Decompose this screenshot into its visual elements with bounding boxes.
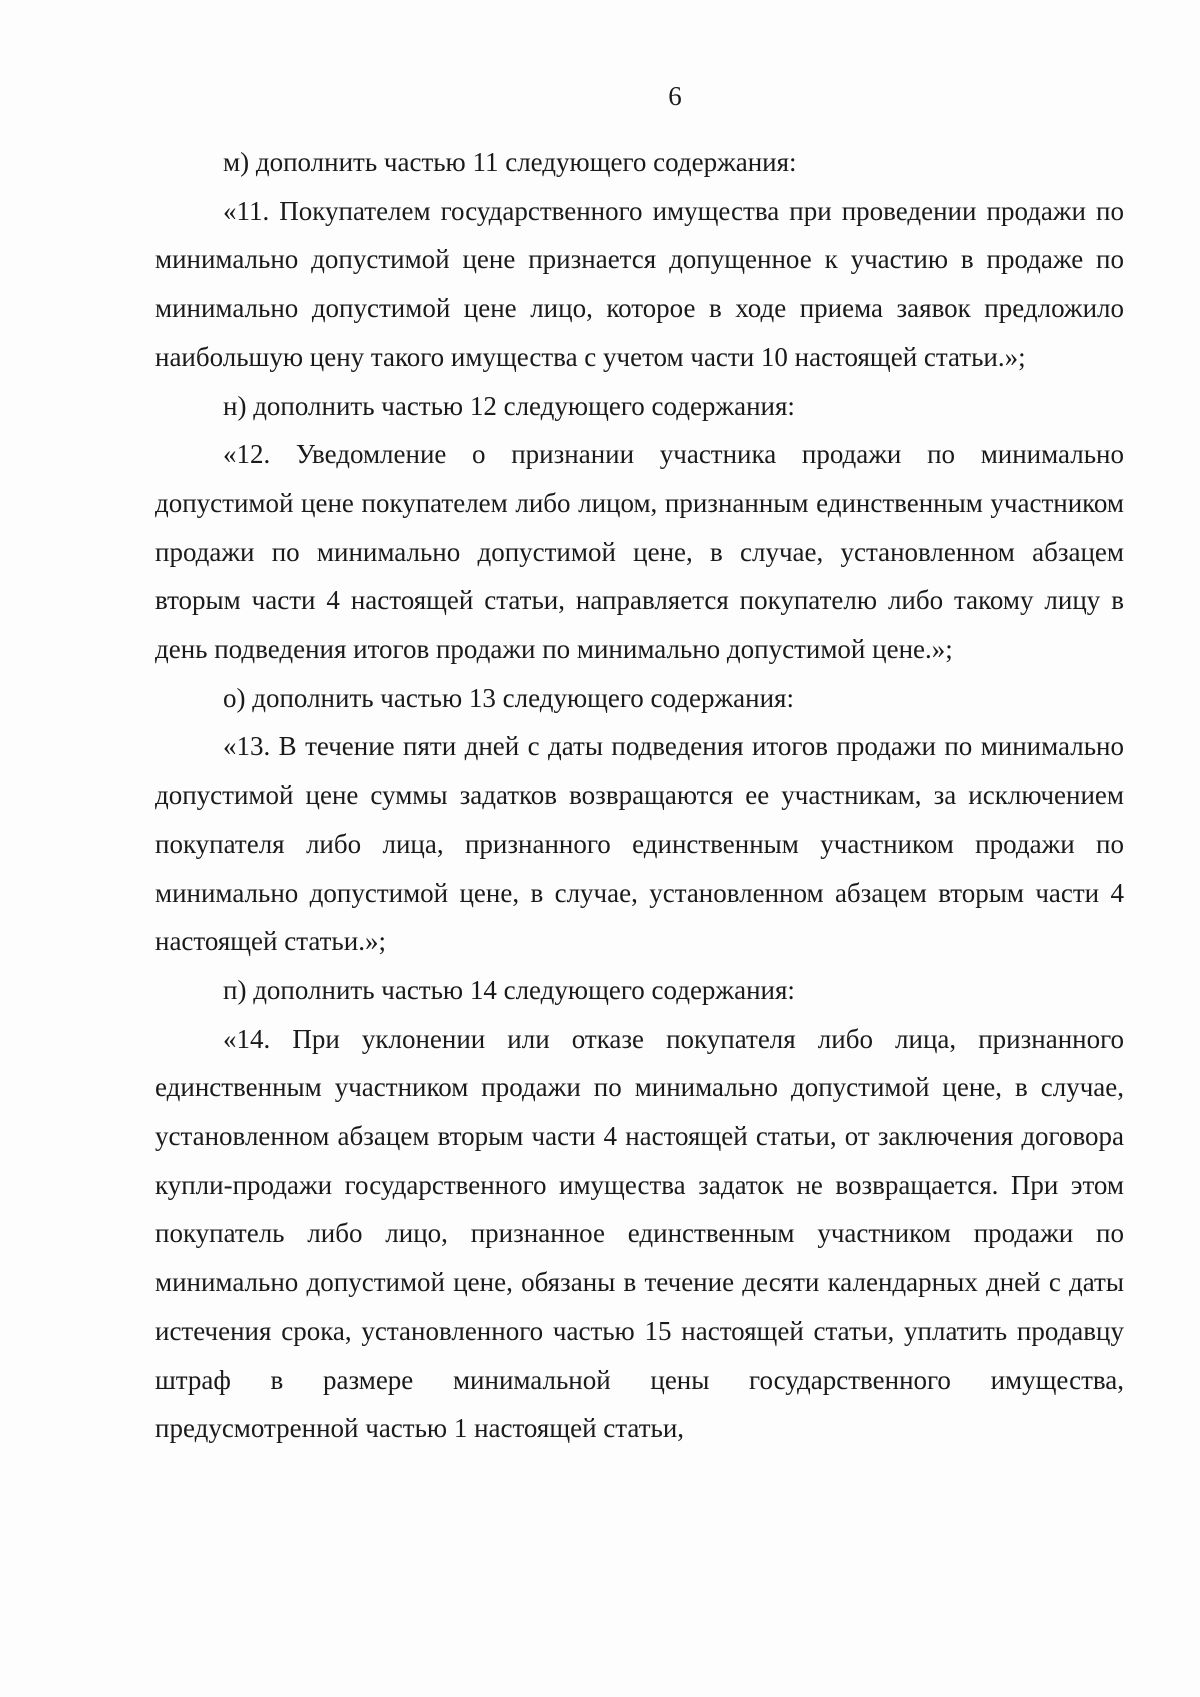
paragraph-n-body: «12. Уведомление о признании участника продажи по минимально допустимой цене покупателем либо лицом, признанным единственным участником продажи по минимально допустимой цене, в случае, установленном абзацем вторым части 4 настоящей статьи, направляется покупателю либо такому лицу в день подведения итогов продажи по минимально допустимой цене.»; bbox=[155, 439, 1124, 665]
paragraph-o-heading: о) дополнить частью 13 следующего содержания: bbox=[223, 682, 794, 713]
document-body bbox=[155, 138, 1124, 1453]
paragraph-m-heading: м) дополнить частью 11 следующего содержания: bbox=[223, 147, 797, 177]
paragraph-m-body: «11. Покупателем государственного имущества при проведении продажи по минимально допустимой цене признается допущенное к участию в продаже по минимально допустимой цене лицо, которое в ходе приема заявок предложило наибольшую цену такого имущества с учетом части 10 настоящей статьи.»; bbox=[155, 195, 1124, 372]
paragraph-o-body: «13. В течение пяти дней с даты подведения итогов продажи по минимально допустимой цене суммы задатков возвращаются ее участникам, за исключением покупателя либо лица, признанного единственным участником продажи по минимально допустимой цене, в случае, установленном абзацем вторым части 4 настоящей статьи.»; bbox=[155, 731, 1124, 957]
page-number: 6 bbox=[668, 81, 682, 111]
paragraph-p-body: «14. При уклонении или отказе покупателя либо лица, признанного единственным участником продажи по минимально допустимой цене, в случае, установленном абзацем вторым части 4 настоящей статьи, от заключения договора купли-продажи государственного имущества задаток не возвращается. При этом покупатель либо лицо, признанное единственным участником продажи по минимально допустимой цене, обязаны в течение десяти календарных дней с даты истечения срока, установленного частью 15 настоящей статьи, уплатить продавцу штраф в размере минимальной цены государственного имущества, предусмотренной частью 1 настоящей статьи, bbox=[155, 1023, 1124, 1444]
paragraph-n-heading: н) дополнить частью 12 следующего содержания: bbox=[223, 390, 795, 421]
paragraph-p-heading: п) дополнить частью 14 следующего содержания: bbox=[223, 974, 795, 1005]
